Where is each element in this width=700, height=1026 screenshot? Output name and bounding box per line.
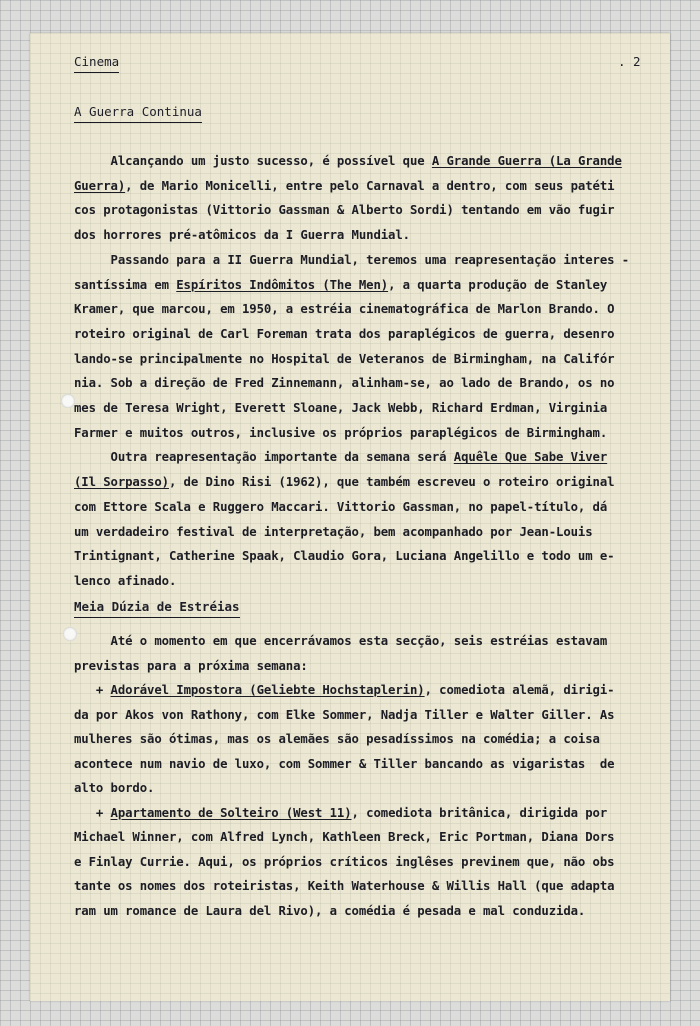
text-run: dos horrores pré-atômicos da I Guerra Mundial. bbox=[74, 228, 410, 243]
text-line bbox=[74, 376, 614, 390]
text-line bbox=[74, 450, 607, 464]
underlined-title: Guerra) bbox=[74, 178, 126, 193]
text-line bbox=[74, 549, 614, 563]
text-run: e Finlay Currie. Aqui, os próprios críticos inglêses previnem que, não obs bbox=[74, 854, 615, 869]
text-line bbox=[74, 525, 593, 539]
text-run: Kramer, que marcou, em 1950, a estréia cinematográfica de Marlon Brando. O bbox=[74, 302, 615, 317]
text-line bbox=[74, 352, 614, 366]
text-run: mulheres são ótimas, mas os alemães são pesadíssimos na comédia; a coisa bbox=[74, 732, 600, 746]
underlined-title: A Grande Guerra (La Grande bbox=[431, 154, 622, 168]
text-line bbox=[74, 683, 614, 697]
text-line bbox=[74, 179, 614, 193]
text-line bbox=[74, 302, 614, 316]
text-line bbox=[74, 830, 614, 844]
text-run: santíssima em bbox=[74, 277, 177, 292]
text-run: , comediota alemã, dirigi- bbox=[424, 683, 615, 697]
text-line bbox=[74, 781, 154, 795]
text-run: previstas para a próxima semana: bbox=[74, 658, 308, 673]
text-line bbox=[74, 154, 622, 168]
text-run: mes de Teresa Wright, Everett Sloane, Jack Webb, Richard Erdman, Virginia bbox=[74, 401, 608, 415]
text-run: da por Akos von Rathony, com Elke Sommer, Nadja Tiller e Walter Giller. As bbox=[74, 707, 615, 722]
text-line bbox=[74, 904, 585, 918]
text-run: Passando para a II Guerra Mundial, teremos uma reapresentação interes - bbox=[74, 252, 630, 267]
text-line bbox=[74, 253, 629, 267]
text-line bbox=[74, 806, 607, 820]
text-run: Trintignant, Catherine Spaak, Claudio Gora, Luciana Angelillo e todo um e- bbox=[74, 549, 615, 564]
text-line bbox=[74, 732, 600, 746]
text-line bbox=[74, 500, 607, 514]
text-run: Farmer e muitos outros, inclusive os próprios paraplégicos de Birmingham. bbox=[74, 425, 608, 440]
text-line bbox=[74, 228, 410, 242]
section-title-guerra: A Guerra Continua bbox=[74, 104, 202, 123]
text-line bbox=[74, 879, 614, 893]
underlined-title: Espíritos Indômitos (The Men) bbox=[176, 277, 389, 292]
page-number: . 2 bbox=[618, 54, 641, 69]
text-run: com Ettore Scala e Ruggero Maccari. Vittorio Gassman, no papel-título, dá bbox=[74, 499, 608, 514]
text-run: acontece num navio de luxo, com Sommer & Tiller bancando as vigaristas de bbox=[74, 756, 615, 771]
text-run: + bbox=[74, 683, 111, 697]
text-run: Michael Winner, com Alfred Lynch, Kathleen Breck, Eric Portman, Diana Dors bbox=[74, 830, 615, 844]
punch-hole-top bbox=[61, 394, 75, 408]
text-run: Até o momento em que encerrávamos esta secção, seis estréias estavam bbox=[74, 634, 608, 648]
text-run: cos protagonistas (Vittorio Gassman & Alberto Sordi) tentando em vão fugir bbox=[74, 203, 615, 218]
text-run: + bbox=[74, 805, 111, 820]
text-line bbox=[74, 278, 607, 292]
text-run: , a quarta produção de Stanley bbox=[388, 277, 608, 292]
section-label: Cinema bbox=[74, 54, 119, 73]
text-run: , comediota britânica, dirigida por bbox=[351, 805, 608, 820]
text-run: nia. Sob a direção de Fred Zinnemann, alinham-se, ao lado de Brando, os no bbox=[74, 376, 615, 391]
text-run: Outra reapresentação importante da semana será bbox=[74, 450, 454, 465]
underlined-title: Adorável Impostora (Geliebte Hochstaplerin) bbox=[110, 683, 425, 697]
text-line bbox=[74, 203, 614, 217]
underlined-title: Apartamento de Solteiro (West 11) bbox=[110, 805, 352, 820]
text-line bbox=[74, 659, 308, 673]
text-line bbox=[74, 708, 614, 722]
text-line bbox=[74, 426, 607, 440]
text-line bbox=[74, 475, 614, 489]
text-run: , de Mario Monicelli, entre pelo Carnaval a dentro, com seus patéti bbox=[125, 178, 615, 193]
text-run: ram um romance de Laura del Rivo), a comédia é pesada e mal conduzida. bbox=[74, 903, 586, 918]
underlined-title: (Il Sorpasso) bbox=[74, 475, 169, 490]
text-line bbox=[74, 574, 176, 588]
text-run: tante os nomes dos roteiristas, Keith Waterhouse & Willis Hall (que adapta bbox=[74, 879, 615, 893]
underlined-title: Aquêle Que Sabe Viver bbox=[453, 450, 608, 465]
text-line bbox=[74, 855, 614, 869]
text-run: Alcançando um justo sucesso, é possível que bbox=[74, 154, 432, 168]
text-run: um verdadeiro festival de interpretação, bem acompanhado por Jean-Louis bbox=[74, 524, 593, 539]
text-run: lenco afinado. bbox=[74, 573, 177, 588]
text-run: lando-se principalmente no Hospital de Veteranos de Birmingham, na Califór bbox=[74, 351, 615, 366]
text-line bbox=[74, 327, 614, 341]
text-run: alto bordo. bbox=[74, 781, 155, 795]
section-title-estreias: Meia Dúzia de Estréias bbox=[74, 599, 240, 618]
text-line bbox=[74, 401, 607, 415]
text-run: roteiro original de Carl Foreman trata dos paraplégicos de guerra, desenro bbox=[74, 326, 615, 341]
typewritten-page bbox=[30, 33, 670, 1001]
text-run: , de Dino Risi (1962), que também escreveu o roteiro original bbox=[168, 475, 615, 490]
text-line bbox=[74, 634, 607, 648]
text-line bbox=[74, 757, 614, 771]
